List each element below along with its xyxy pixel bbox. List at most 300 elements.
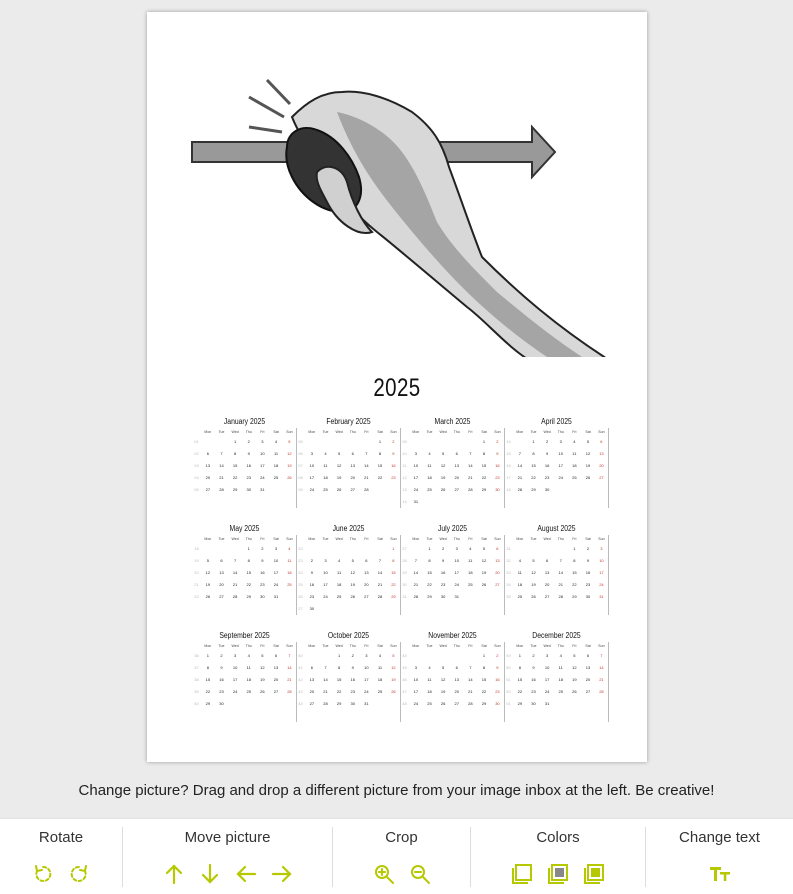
week-row	[504, 436, 609, 448]
day-cell: 2	[387, 436, 401, 448]
week-row	[192, 591, 297, 603]
week-number	[192, 710, 201, 722]
day-cell: 23	[491, 686, 505, 698]
day-cell: 5	[351, 558, 354, 563]
day-cell: 13	[595, 448, 609, 460]
day-cell: 9	[261, 558, 264, 563]
week-number: 18	[194, 546, 199, 551]
day-cell	[581, 496, 595, 508]
weekday-header: Sun	[595, 428, 609, 436]
move-right-button[interactable]	[269, 861, 295, 887]
day-cell	[269, 710, 283, 722]
weekday-header: Thu	[349, 537, 356, 541]
day-cell: 24	[413, 701, 419, 706]
day-cell	[319, 650, 333, 662]
change-text-group	[645, 827, 793, 887]
weekday-header: Mon	[412, 644, 420, 648]
week-row	[400, 555, 505, 567]
weekday-header: Tue	[322, 644, 329, 648]
day-cell: 5	[206, 558, 209, 563]
day-cell: 13	[454, 463, 459, 468]
day-cell: 10	[260, 451, 265, 456]
day-cell: 21	[323, 689, 328, 694]
weekday-header: Tue	[218, 644, 225, 648]
day-cell: 16	[440, 570, 446, 575]
day-cell: 7	[365, 451, 368, 456]
day-cell	[436, 650, 450, 662]
day-cell: 5	[482, 546, 486, 551]
day-cell: 14	[232, 570, 238, 575]
day-cell: 13	[544, 570, 550, 575]
day-cell	[256, 603, 270, 615]
day-cell	[228, 496, 242, 508]
day-cell	[423, 710, 437, 722]
rotate-left-icon	[31, 862, 55, 886]
week-number: 07	[298, 463, 303, 468]
week-row	[400, 579, 505, 591]
day-cell: 13	[454, 677, 459, 682]
day-cell: 4	[518, 558, 521, 563]
day-cell: 15	[232, 463, 238, 468]
day-cell: 6	[206, 451, 209, 456]
day-cell: 18	[468, 570, 473, 575]
day-cell: 27	[273, 689, 279, 694]
day-cell: 30	[491, 484, 505, 496]
day-cell: 28	[468, 701, 473, 706]
week-row	[296, 567, 401, 579]
week-row	[192, 496, 297, 508]
rotate-right-button[interactable]	[66, 861, 92, 887]
frame-gray-button[interactable]	[545, 861, 571, 887]
day-cell: 30	[260, 594, 265, 599]
week-number: 44	[298, 701, 303, 706]
day-cell	[423, 603, 437, 615]
day-cell	[568, 603, 582, 615]
frame-filled-icon	[582, 862, 606, 886]
day-cell: 8	[247, 558, 250, 563]
weekday-header: Fri	[468, 644, 473, 648]
day-cell: 25	[427, 487, 432, 492]
day-cell: 28	[413, 594, 419, 599]
week-row	[296, 686, 401, 698]
day-cell: 12	[205, 570, 211, 575]
weekday-header: Wed	[231, 537, 239, 541]
day-cell: 4	[274, 439, 278, 444]
calendar-year: 2025	[373, 374, 421, 402]
day-cell: 20	[364, 582, 369, 587]
day-cell	[527, 710, 541, 722]
day-cell: 28	[219, 487, 224, 492]
day-cell	[450, 436, 464, 448]
day-cell: 9	[247, 451, 250, 456]
week-row	[296, 579, 401, 591]
day-cell: 26	[585, 475, 591, 480]
day-cell: 11	[377, 665, 383, 670]
day-cell: 5	[337, 451, 341, 456]
weekday-header: Thu	[453, 537, 460, 541]
day-cell	[568, 698, 582, 710]
day-cell: 16	[260, 570, 265, 575]
day-cell	[269, 484, 283, 496]
day-cell: 5	[532, 558, 535, 563]
weekday-header: Wed	[231, 644, 239, 648]
day-cell: 18	[427, 475, 432, 480]
day-cell: 27	[595, 472, 609, 484]
zoom-out-icon	[408, 862, 432, 886]
day-cell: 10	[595, 555, 609, 567]
day-cell	[581, 484, 595, 496]
day-cell: 24	[232, 689, 238, 694]
day-cell: 17	[558, 463, 563, 468]
day-cell: 12	[585, 451, 591, 456]
month-days-table	[192, 642, 297, 722]
week-row	[504, 603, 609, 615]
day-cell	[409, 543, 423, 555]
day-cell: 9	[586, 558, 590, 563]
week-number: 34	[506, 582, 511, 587]
day-cell: 17	[260, 463, 265, 468]
day-cell: 15	[205, 677, 211, 682]
day-cell: 3	[414, 451, 417, 456]
day-cell	[464, 710, 478, 722]
week-number: 51	[506, 677, 511, 682]
day-cell: 25	[246, 689, 251, 694]
day-cell: 7	[469, 451, 472, 456]
day-cell: 31	[273, 594, 279, 599]
text-size-icon	[708, 862, 732, 886]
day-cell: 20	[454, 475, 459, 480]
week-number	[504, 603, 513, 615]
day-cell: 7	[469, 665, 472, 670]
day-cell: 2	[586, 546, 590, 551]
weekday-header: Mon	[204, 537, 212, 541]
day-cell: 2	[545, 439, 549, 444]
day-cell: 1	[233, 439, 237, 444]
day-cell	[595, 698, 609, 710]
day-cell: 31	[544, 701, 550, 706]
day-cell: 21	[595, 674, 609, 686]
day-cell: 4	[324, 451, 327, 456]
calendar-poster[interactable]	[147, 12, 647, 762]
frame-filled-button[interactable]	[581, 861, 607, 887]
day-cell	[554, 496, 568, 508]
week-number: 01	[194, 439, 199, 444]
day-cell	[269, 698, 283, 710]
week-row	[400, 591, 505, 603]
day-cell: 15	[531, 463, 536, 468]
day-cell	[256, 698, 270, 710]
day-cell: 11	[468, 558, 473, 563]
day-cell: 6	[365, 558, 368, 563]
day-cell: 22	[572, 582, 577, 587]
day-cell	[423, 650, 437, 662]
week-row	[400, 496, 505, 508]
day-cell	[540, 543, 554, 555]
day-cell: 14	[468, 463, 473, 468]
week-number: 21	[194, 582, 199, 587]
day-cell: 30	[219, 701, 224, 706]
day-cell: 11	[572, 451, 577, 456]
day-cell: 3	[414, 665, 417, 670]
month-11	[400, 630, 505, 722]
day-cell: 22	[336, 689, 342, 694]
day-cell: 21	[364, 475, 369, 480]
day-cell: 9	[545, 451, 549, 456]
day-cell: 19	[387, 674, 401, 686]
day-cell: 16	[350, 677, 355, 682]
day-cell: 18	[273, 463, 279, 468]
arrow-down-icon	[198, 862, 222, 886]
day-cell: 17	[232, 677, 238, 682]
day-cell	[436, 436, 450, 448]
week-row	[296, 436, 401, 448]
weekday-header: Mon	[516, 644, 524, 648]
day-cell: 2	[261, 546, 264, 551]
day-cell: 6	[595, 436, 609, 448]
week-row	[192, 650, 297, 662]
day-cell: 26	[350, 594, 355, 599]
day-cell: 19	[205, 582, 211, 587]
zoom-out-button[interactable]	[407, 861, 433, 887]
day-cell: 15	[572, 570, 577, 575]
day-cell: 24	[558, 475, 563, 480]
day-cell	[436, 496, 450, 508]
weekday-header: Fri	[260, 644, 265, 648]
week-row	[296, 472, 401, 484]
day-cell	[201, 496, 215, 508]
day-cell: 10	[413, 677, 419, 682]
day-cell: 28	[468, 487, 473, 492]
day-cell: 18	[323, 475, 328, 480]
day-cell: 6	[274, 653, 278, 658]
day-cell: 7	[559, 558, 562, 563]
day-cell: 17	[273, 570, 279, 575]
month-days-table	[296, 642, 401, 722]
day-cell	[568, 484, 582, 496]
frame-outline-button[interactable]	[509, 861, 535, 887]
day-cell	[346, 496, 360, 508]
day-cell: 24	[273, 582, 279, 587]
move-down-button[interactable]	[197, 861, 223, 887]
day-cell: 14	[468, 677, 473, 682]
day-cell: 6	[220, 558, 223, 563]
week-number: 43	[298, 689, 303, 694]
weekday-header: Sun	[283, 535, 297, 543]
week-row	[296, 448, 401, 460]
day-cell: 14	[219, 463, 224, 468]
day-cell	[332, 603, 346, 615]
day-cell: 22	[427, 582, 432, 587]
day-cell: 1	[387, 543, 401, 555]
day-cell: 8	[482, 451, 486, 456]
week-number	[504, 710, 513, 722]
day-cell	[387, 603, 401, 615]
day-cell: 22	[481, 475, 487, 480]
day-cell	[201, 710, 215, 722]
week-number: 19	[194, 558, 199, 563]
day-cell: 11	[517, 570, 522, 575]
weekday-header: Tue	[530, 644, 537, 648]
week-row	[192, 448, 297, 460]
week-row	[296, 484, 401, 496]
week-number: 40	[298, 653, 303, 658]
day-cell	[228, 543, 242, 555]
weekday-header: Sat	[585, 537, 591, 541]
day-cell: 14	[283, 662, 297, 674]
day-cell: 5	[261, 653, 264, 658]
day-cell: 9	[491, 448, 505, 460]
week-number: 08	[298, 475, 303, 480]
day-cell: 21	[377, 582, 383, 587]
day-cell: 31	[454, 594, 459, 599]
move-up-button[interactable]	[161, 861, 187, 887]
day-cell: 15	[377, 463, 383, 468]
change-text-button[interactable]	[707, 861, 733, 887]
day-cell	[332, 543, 346, 555]
week-row	[296, 460, 401, 472]
day-cell	[554, 484, 568, 496]
day-cell	[595, 496, 609, 508]
day-cell: 9	[441, 558, 445, 563]
day-cell	[332, 496, 346, 508]
week-number: 36	[194, 653, 199, 658]
day-cell	[477, 603, 491, 615]
weekday-header: Mon	[412, 537, 420, 541]
day-cell: 14	[595, 662, 609, 674]
day-cell	[464, 436, 478, 448]
month-5	[192, 523, 297, 615]
day-cell: 18	[558, 677, 563, 682]
day-cell: 27	[544, 594, 550, 599]
week-row	[504, 674, 609, 686]
day-cell	[450, 710, 464, 722]
day-cell: 7	[378, 558, 382, 563]
weekday-header: Fri	[572, 644, 577, 648]
day-cell	[554, 710, 568, 722]
day-cell: 23	[531, 689, 536, 694]
day-cell: 12	[481, 558, 487, 563]
day-cell: 20	[309, 689, 315, 694]
day-cell: 11	[427, 463, 432, 468]
weekday-header: Wed	[439, 644, 447, 648]
week-number: 15	[506, 451, 511, 456]
day-cell	[228, 698, 242, 710]
week-number: 18	[506, 487, 511, 492]
day-cell: 7	[283, 650, 297, 662]
day-cell	[256, 496, 270, 508]
weekday-header: Sat	[377, 644, 383, 648]
day-cell: 20	[544, 582, 550, 587]
week-number: 12	[402, 475, 407, 480]
day-cell: 21	[558, 582, 563, 587]
day-cell	[450, 496, 464, 508]
day-cell: 6	[491, 543, 505, 555]
day-cell: 25	[427, 701, 432, 706]
day-cell: 29	[572, 594, 577, 599]
day-cell: 8	[518, 665, 521, 670]
move-picture-label: Move picture	[184, 829, 271, 846]
zoom-in-button[interactable]	[371, 861, 397, 887]
day-cell	[464, 591, 478, 603]
day-cell: 20	[491, 567, 505, 579]
day-cell: 1	[206, 653, 209, 658]
week-row	[192, 567, 297, 579]
week-number	[400, 710, 409, 722]
day-cell: 20	[205, 475, 211, 480]
day-cell	[513, 496, 527, 508]
day-cell: 2	[310, 558, 313, 563]
day-cell: 3	[455, 546, 458, 551]
week-number: 25	[298, 582, 303, 587]
day-cell: 28	[595, 686, 609, 698]
day-cell: 31	[260, 487, 265, 492]
day-cell	[527, 543, 541, 555]
weekday-header: Sun	[595, 642, 609, 650]
month-2	[296, 416, 401, 508]
weekday-header: Thu	[557, 430, 564, 434]
day-cell: 23	[585, 582, 591, 587]
rotate-left-button[interactable]	[30, 861, 56, 887]
move-left-button[interactable]	[233, 861, 259, 887]
day-cell: 26	[440, 487, 446, 492]
editor-toolbar	[0, 818, 793, 894]
day-cell: 19	[336, 475, 342, 480]
weekday-header: Mon	[516, 430, 524, 434]
day-cell: 3	[310, 451, 313, 456]
weekday-header: Thu	[349, 644, 356, 648]
day-cell: 19	[260, 677, 265, 682]
day-cell: 27	[350, 487, 355, 492]
day-cell: 2	[220, 653, 223, 658]
day-cell: 6	[586, 653, 590, 658]
day-cell: 10	[273, 558, 279, 563]
day-cell: 26	[531, 594, 536, 599]
day-cell: 29	[481, 487, 487, 492]
day-cell	[491, 496, 505, 508]
week-row	[296, 662, 401, 674]
day-cell	[513, 436, 527, 448]
day-cell: 5	[573, 653, 576, 658]
day-cell	[283, 698, 297, 710]
week-row	[296, 674, 401, 686]
weekday-header: Fri	[468, 430, 473, 434]
day-cell: 1	[573, 546, 576, 551]
day-cell: 20	[350, 475, 355, 480]
day-cell: 28	[323, 701, 328, 706]
week-number	[192, 603, 201, 615]
week-row	[296, 650, 401, 662]
day-cell: 18	[283, 567, 297, 579]
day-cell: 29	[205, 701, 211, 706]
week-number: 17	[506, 475, 511, 480]
day-cell: 27	[454, 487, 459, 492]
day-cell	[360, 543, 374, 555]
day-cell: 26	[387, 686, 401, 698]
day-cell: 28	[377, 594, 383, 599]
day-cell: 20	[454, 689, 459, 694]
day-cell: 10	[309, 463, 315, 468]
weekday-header: Fri	[260, 430, 265, 434]
day-cell	[373, 603, 387, 615]
day-cell: 26	[481, 582, 487, 587]
day-cell: 6	[455, 665, 458, 670]
day-cell	[215, 496, 229, 508]
day-cell: 18	[427, 689, 432, 694]
day-cell: 11	[273, 451, 279, 456]
weekday-header: Thu	[349, 430, 356, 434]
weekday-header: Wed	[335, 644, 343, 648]
day-cell: 1	[518, 653, 521, 658]
